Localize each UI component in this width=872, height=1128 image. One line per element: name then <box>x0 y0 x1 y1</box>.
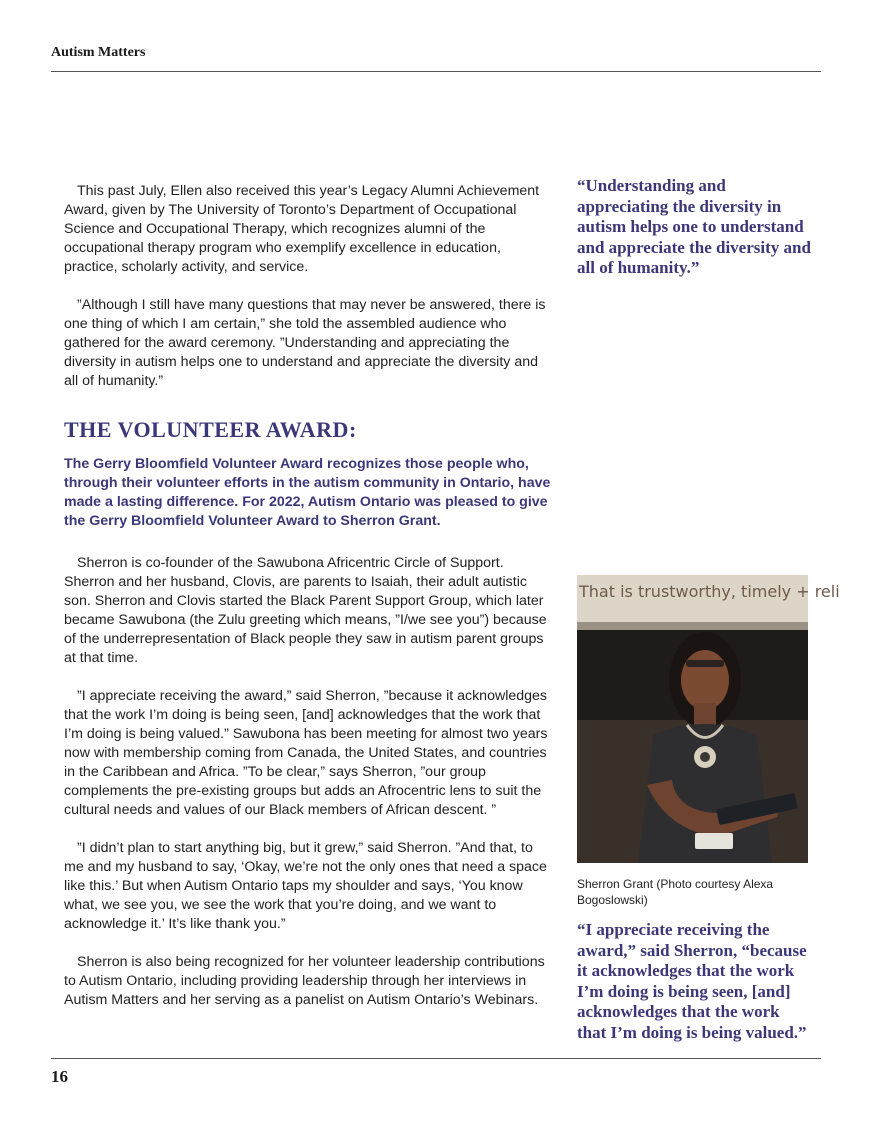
paragraph-ellen-quote: ”Although I still have many questions that may never be answered, there is one thing of which I am certain,” she told the assembled audience who gathered for the award ceremony. ”Understanding and appreciating the diversity in autism helps one to understand and appreciate the diversity and all of humanity.” <box>64 297 546 389</box>
page-number: 16 <box>51 1067 68 1086</box>
photo-sherron-grant <box>577 575 840 863</box>
paragraph-legacy-award: This past July, Ellen also received this year’s Legacy Alumni Achievement Award, given by The University of Toronto’s Department of Occupational Science and Occupational Therapy, which recognizes alumni of the occupational therapy program who exemplify excellence in education, practice, scholarly activity, and service. <box>64 183 540 275</box>
article-body <box>64 554 554 1010</box>
publication-title: Autism Matters <box>51 45 146 60</box>
whiteboard-text: That is trustworthy, timely + reli <box>579 582 840 601</box>
paragraph-leadership: Sherron is also being recognized for her volunteer leadership contributions to Autism Ontario, including providing leadership through her interviews in Autism Matters and her serving as a panelist on Autism Ontario’s Webinars. <box>64 954 545 1008</box>
pullquote-diversity: “Understanding and appreciating the diversity in autism helps one to understand and appreciate the diversity and all of humanity.” <box>577 176 811 277</box>
paragraph-award-quote: ”I appreciate receiving the award,” said Sherron, ”because it acknowledges that the work I’m doing is being seen, [and] acknowledges that the work that I’m doing is being valued.” Sawubona has been meeting for almost two years now with membership coming from Canada, the United States, and countries in the Caribbean and Africa. ”To be clear,” says Sherron, ”our group complements the pre-existing groups but adds an Afrocentric lens to suit the cultural needs and values of our Black members of African descent. ” <box>64 688 548 818</box>
paragraph-sawubona: Sherron is co-founder of the Sawubona Africentric Circle of Support. Sherron and her husband, Clovis, are parents to Isaiah, their adult autistic son. Sherron and Clovis started the Black Parent Support Group, which later became Sawubona (the Zulu greeting which means, ”I/we see you”) because of the underrepresentation of Black people they saw in autism parent groups at that time. <box>64 555 547 666</box>
paragraph-grew-quote: ”I didn’t plan to start anything big, but it grew,” said Sherron. ”And that, to me and my husband to say, ‘Okay, we’re not the only ones that need a space like this.’ But when Autism Ontario taps my shoulder and says, ‘You know what, we see you, we see the work that you’re doing, and we want to acknowledge it.’ It’s like thank you.” <box>64 840 547 932</box>
portrait-illustration <box>577 575 840 863</box>
section-lede: The Gerry Bloomfield Volunteer Award recognizes those people who, through their volunteer efforts in the autism community in Ontario, have made a lasting difference. For 2022, Autism Ontario was pleased to give the Gerry Bloomfield Volunteer Award to Sherron Grant. <box>64 456 551 529</box>
article-intro <box>64 182 554 391</box>
header-divider <box>51 71 821 72</box>
section-heading: THE VOLUNTEER AWARD: <box>64 417 357 442</box>
photo-caption: Sherron Grant (Photo courtesy Alexa Bogoslowski) <box>577 877 774 907</box>
footer-divider <box>51 1058 821 1059</box>
pullquote-award: “I appreciate receiving the award,” said Sherron, “because it acknowledges that the work I’m doing is being seen, [and] acknowledges that the work that I’m doing is being valued.” <box>577 920 807 1042</box>
